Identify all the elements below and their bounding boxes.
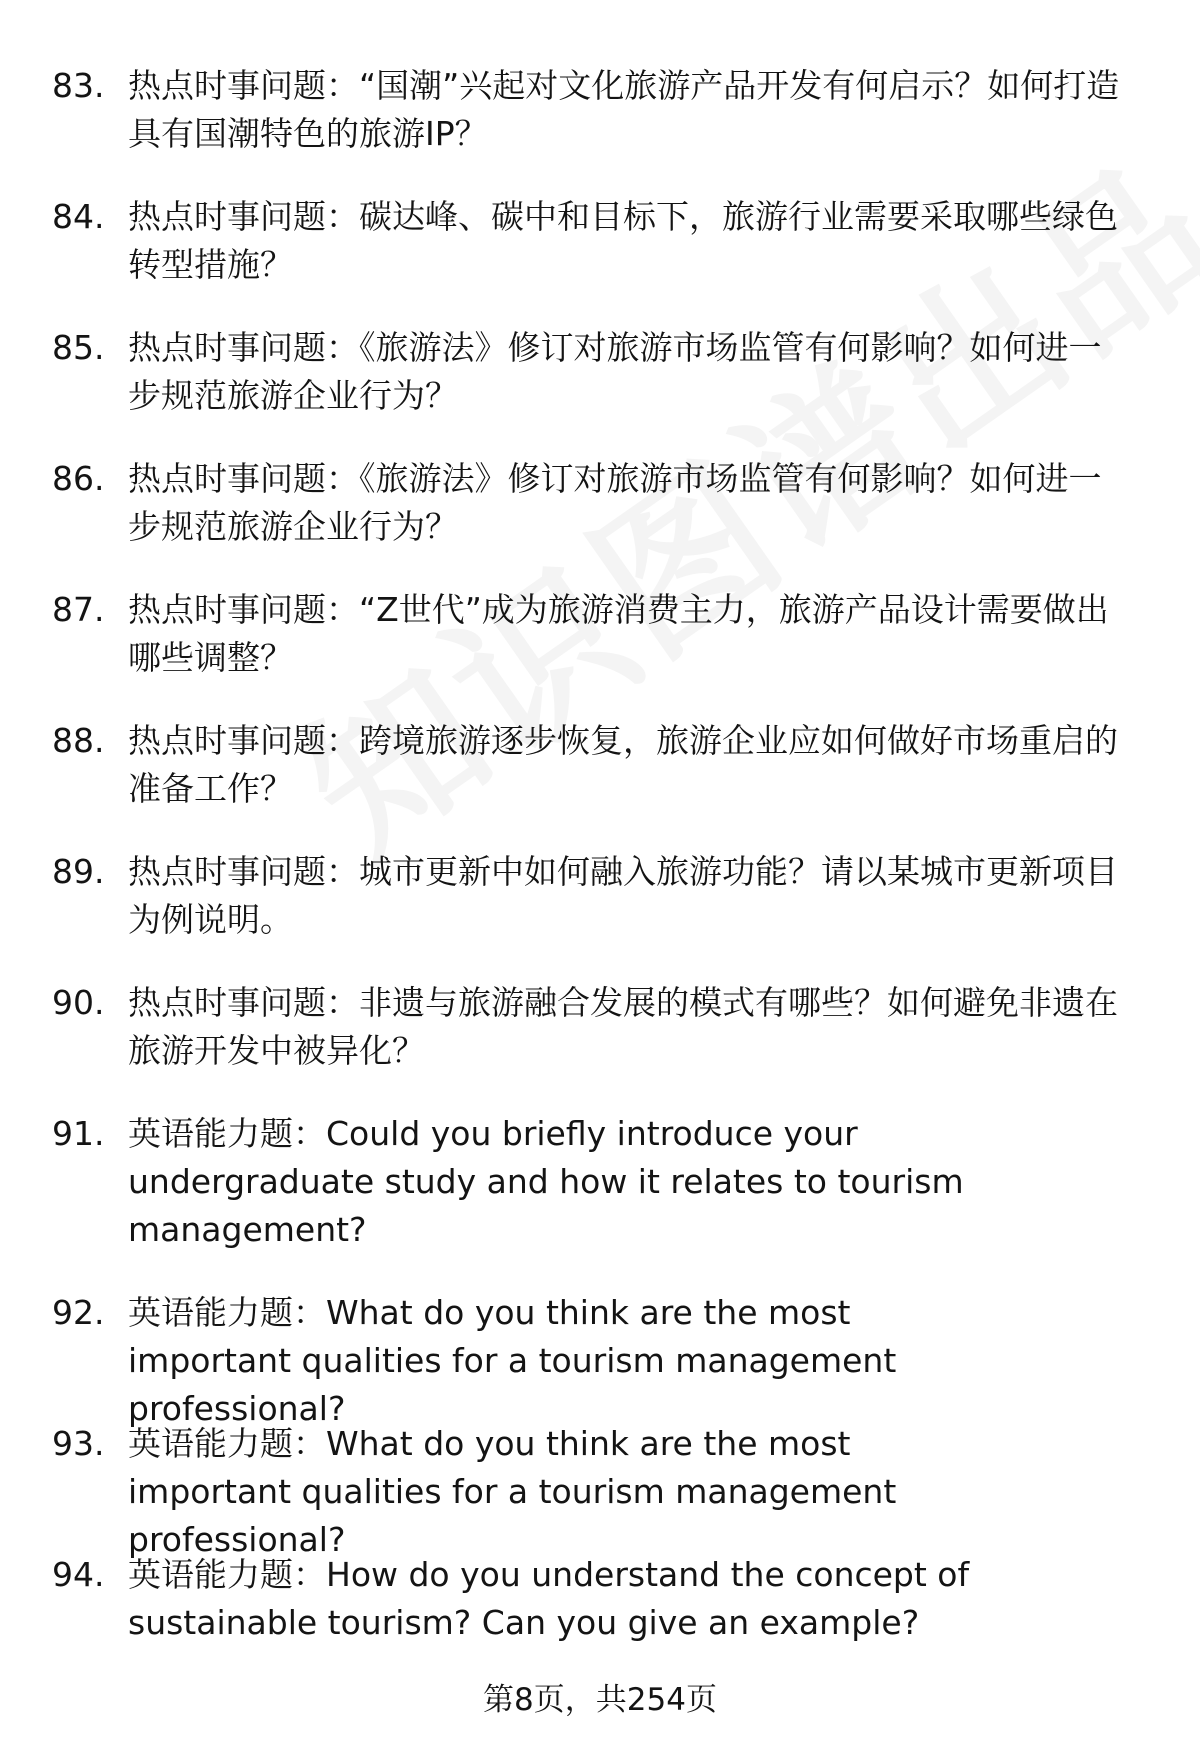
list-item (52, 1420, 1152, 1559)
list-item (52, 586, 1152, 682)
list-item (52, 62, 1152, 158)
list-item (52, 848, 1152, 944)
list-item (52, 193, 1152, 289)
question-list (52, 62, 1152, 1682)
item-number: 83. (52, 66, 105, 105)
list-item (52, 717, 1152, 813)
list-item (52, 1289, 1152, 1428)
item-text: 英语能力题：What do you think are the most important qualities for a tourism management professional? (128, 1424, 897, 1559)
item-text: 英语能力题：How do you understand the concept of sustainable tourism? Can you give an example? (128, 1555, 970, 1642)
item-text: 热点时事问题：《旅游法》修订对旅游市场监管有何影响？如何进一步规范旅游企业行为？ (128, 459, 1102, 546)
item-number: 88. (52, 721, 105, 760)
list-item (52, 455, 1152, 551)
item-text: 英语能力题：Could you briefly introduce your undergraduate study and how it relates to tourism management? (128, 1114, 964, 1249)
item-text: 热点时事问题：非遗与旅游融合发展的模式有哪些？如何避免非遗在旅游开发中被异化？ (128, 983, 1118, 1070)
item-text: 英语能力题：What do you think are the most important qualities for a tourism management professional? (128, 1293, 897, 1428)
list-item (52, 1110, 1152, 1254)
page-footer: 第8页，共254页 (483, 1682, 717, 1718)
item-text: 热点时事问题：“Z世代”成为旅游消费主力，旅游产品设计需要做出哪些调整？ (128, 590, 1109, 677)
item-text: 热点时事问题：《旅游法》修订对旅游市场监管有何影响？如何进一步规范旅游企业行为？ (128, 328, 1102, 415)
item-text: 热点时事问题：“国潮”兴起对文化旅游产品开发有何启示？如何打造具有国潮特色的旅游IP？ (128, 66, 1120, 153)
item-number: 85. (52, 328, 105, 367)
item-number: 84. (52, 197, 105, 236)
item-text: 热点时事问题：城市更新中如何融入旅游功能？请以某城市更新项目为例说明。 (128, 852, 1118, 939)
item-number: 89. (52, 852, 105, 891)
item-number: 91. (52, 1114, 105, 1153)
item-text: 热点时事问题：碳达峰、碳中和目标下，旅游行业需要采取哪些绿色转型措施？ (128, 197, 1118, 284)
list-item (52, 324, 1152, 420)
item-number: 90. (52, 983, 105, 1022)
item-number: 86. (52, 459, 105, 498)
item-text: 热点时事问题：跨境旅游逐步恢复，旅游企业应如何做好市场重启的准备工作？ (128, 721, 1118, 808)
item-number: 93. (52, 1424, 105, 1463)
item-number: 94. (52, 1555, 105, 1594)
list-item (52, 979, 1152, 1075)
item-number: 92. (52, 1293, 105, 1332)
list-item (52, 1551, 1152, 1647)
item-number: 87. (52, 590, 105, 629)
